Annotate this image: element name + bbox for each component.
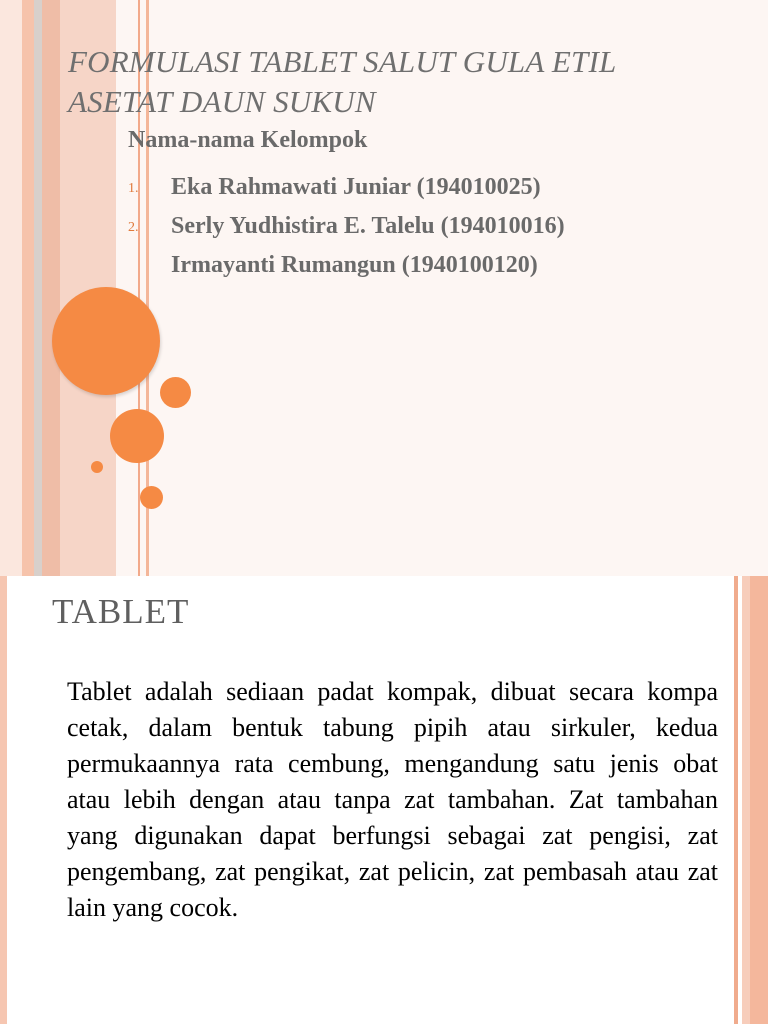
decor-circle-large <box>52 287 160 395</box>
slide-title: FORMULASI TABLET SALUT GULA ETIL ASETAT DAUN SUKUN <box>68 44 616 119</box>
decor-circle-small-2 <box>140 486 163 509</box>
decor-band-left-edge <box>0 576 7 1024</box>
decor-band-left-1 <box>0 0 22 576</box>
decor-band-left-4 <box>42 0 60 576</box>
member-name: Irmayanti Rumangun (1940100120) <box>171 252 538 278</box>
decor-band-left-2 <box>22 0 34 576</box>
decor-band-right-1 <box>734 576 738 1024</box>
list-item <box>128 168 688 207</box>
decor-band-right-3 <box>750 576 768 1024</box>
decor-band-right-2 <box>742 576 750 1024</box>
definition-paragraph: Tablet adalah sediaan padat kompak, dibuat secara kompa cetak, dalam bentuk tabung pipih atau sirkuler, kedua permukaannya rata cembung, mengandung satu jenis obat atau lebih dengan atau tanpa zat tambahan. Zat tambahan yang digunakan dapat berfungsi sebagai zat pengisi, zat pengembang, zat pengikat, zat pelicin, zat pembasah atau zat lain yang cocok. <box>67 677 718 922</box>
member-name: Eka Rahmawati Juniar (194010025) <box>171 174 541 200</box>
slide-heading: TABLET <box>52 592 190 631</box>
decor-circle-medium <box>110 409 164 463</box>
member-list <box>128 168 688 285</box>
decor-band-left-3 <box>34 0 42 576</box>
list-number: 2. <box>128 220 139 235</box>
group-heading: Nama-nama Kelompok <box>128 127 368 153</box>
decor-circle-tiny <box>91 461 103 473</box>
decor-circle-small-1 <box>160 377 191 408</box>
list-item <box>128 207 688 246</box>
member-name: Serly Yudhistira E. Talelu (194010016) <box>171 213 565 239</box>
content-slide <box>0 576 768 1024</box>
list-number: 1. <box>128 181 139 196</box>
list-item <box>128 246 688 285</box>
